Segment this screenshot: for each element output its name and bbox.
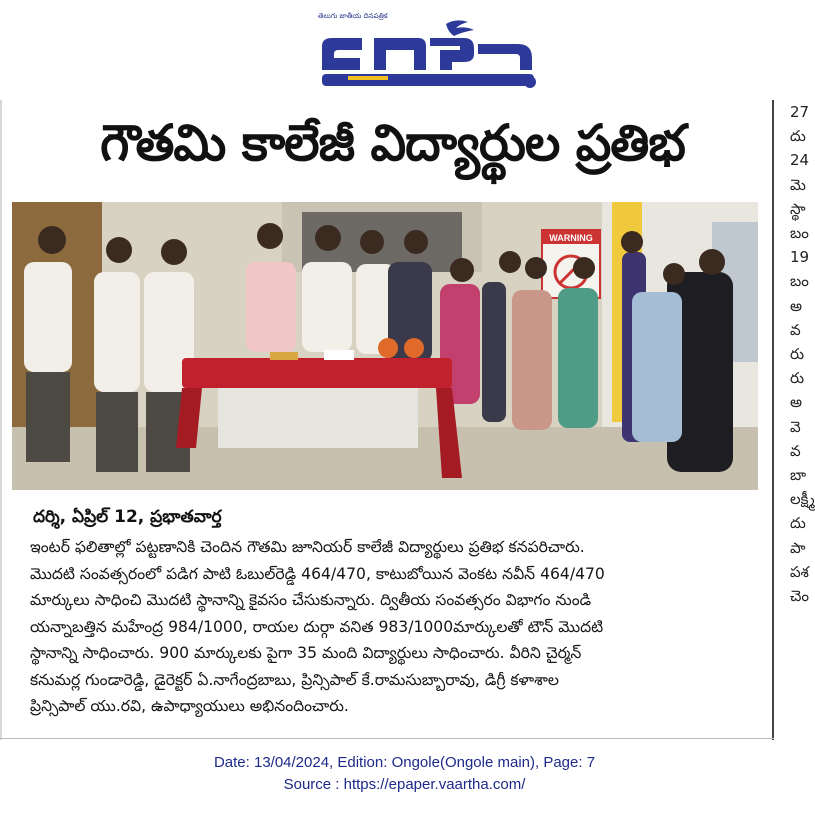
article-line: యన్నాబత్తిన మహేంద్ర 984/1000, రాయల దుర్గా వనిత 983/1000మార్కులతో టౌన్ మొదటి [30, 617, 604, 636]
side-fragment: బం [790, 272, 809, 291]
side-fragment: స్థా [790, 199, 806, 218]
side-fragment: దు [790, 514, 806, 533]
column-rule-right [772, 100, 774, 740]
side-fragment: రు [790, 345, 805, 364]
side-fragment: 19 [790, 248, 810, 267]
vaartha-logo [308, 18, 548, 96]
clipping-footer [0, 752, 809, 796]
article-line: మార్కులు సాధించి మొదటి స్థానాన్ని కైవసం చేసుకున్నారు. ద్వితీయ సంవత్సరం విభాగం నుండి [30, 591, 592, 609]
article-paragraph [30, 534, 760, 720]
article-line: కనుమర్ల గుండారెడ్డి, డైరెక్టర్ ఏ.నాగేంద్రబాబు, ప్రిన్సిపాల్ కే.రామసుబ్బారావు, డిగ్రీ కళాశాల [30, 670, 559, 689]
side-fragment: మె [790, 175, 806, 194]
side-fragment: అ [790, 393, 803, 412]
article-byline: దర్శి, ఏప్రిల్ 12, ప్రభాతవార్త [33, 507, 222, 527]
article-line: స్థానాన్ని సాధించారు. 900 మార్కులకు పైగా 35 మంది విద్యార్థులు సాధించారు. వీరిని చైర్మన్ [30, 644, 582, 662]
side-fragment: 27 [790, 103, 810, 121]
side-fragment: లక్ష్మీ [790, 490, 815, 509]
column-rule-left [0, 100, 2, 740]
side-fragment: అ [790, 296, 803, 315]
article-headline: గౌతమి కాలేజీ విద్యార్థుల ప్రతిభ [100, 114, 685, 172]
warning-sign-text: WARNING [549, 233, 593, 243]
masthead [300, 0, 560, 100]
group-photo [12, 202, 758, 490]
masthead-tagline: తెలుగు జాతీయ దినపత్రిక [318, 12, 388, 20]
side-fragment: వె [790, 417, 801, 436]
side-fragment: రు [790, 369, 805, 388]
group-photo-illustration [12, 202, 758, 490]
side-fragment: 24 [790, 151, 810, 170]
side-fragment: బా [790, 466, 807, 485]
side-fragment: చెం [790, 587, 810, 606]
source-link[interactable]: Source : https://epaper.vaartha.com/ [283, 776, 526, 793]
adjacent-column-fragment [790, 100, 815, 700]
clipping-bottom-rule [0, 738, 774, 739]
article-line: మొదటి సంవత్సరంలో పడిగ పాటి ఓబుల్‌రెడ్డి 464/470, కాటుబోయిన వెంకట నవీన్ 464/470 [30, 564, 605, 583]
side-fragment: పశ [790, 562, 809, 581]
side-fragment: వ [790, 441, 801, 460]
side-fragment: బం [790, 224, 809, 243]
article-body [30, 505, 760, 720]
side-fragment: పా [790, 538, 806, 557]
article-line: ప్రిన్సిపాల్ యు.రవి, ఉపాధ్యాయులు అభినందించారు. [30, 697, 349, 715]
side-fragment: వ [790, 320, 801, 339]
article-line: ఇంటర్ ఫలితాల్లో పట్టణానికి చెందిన గౌతమి జూనియర్ కాలేజీ విద్యార్థులు ప్రతిభ కనపరిచారు. [30, 538, 585, 556]
edition-info: Date: 13/04/2024, Edition: Ongole(Ongole main), Page: 7 [213, 754, 596, 771]
side-fragment: దు [790, 127, 806, 146]
